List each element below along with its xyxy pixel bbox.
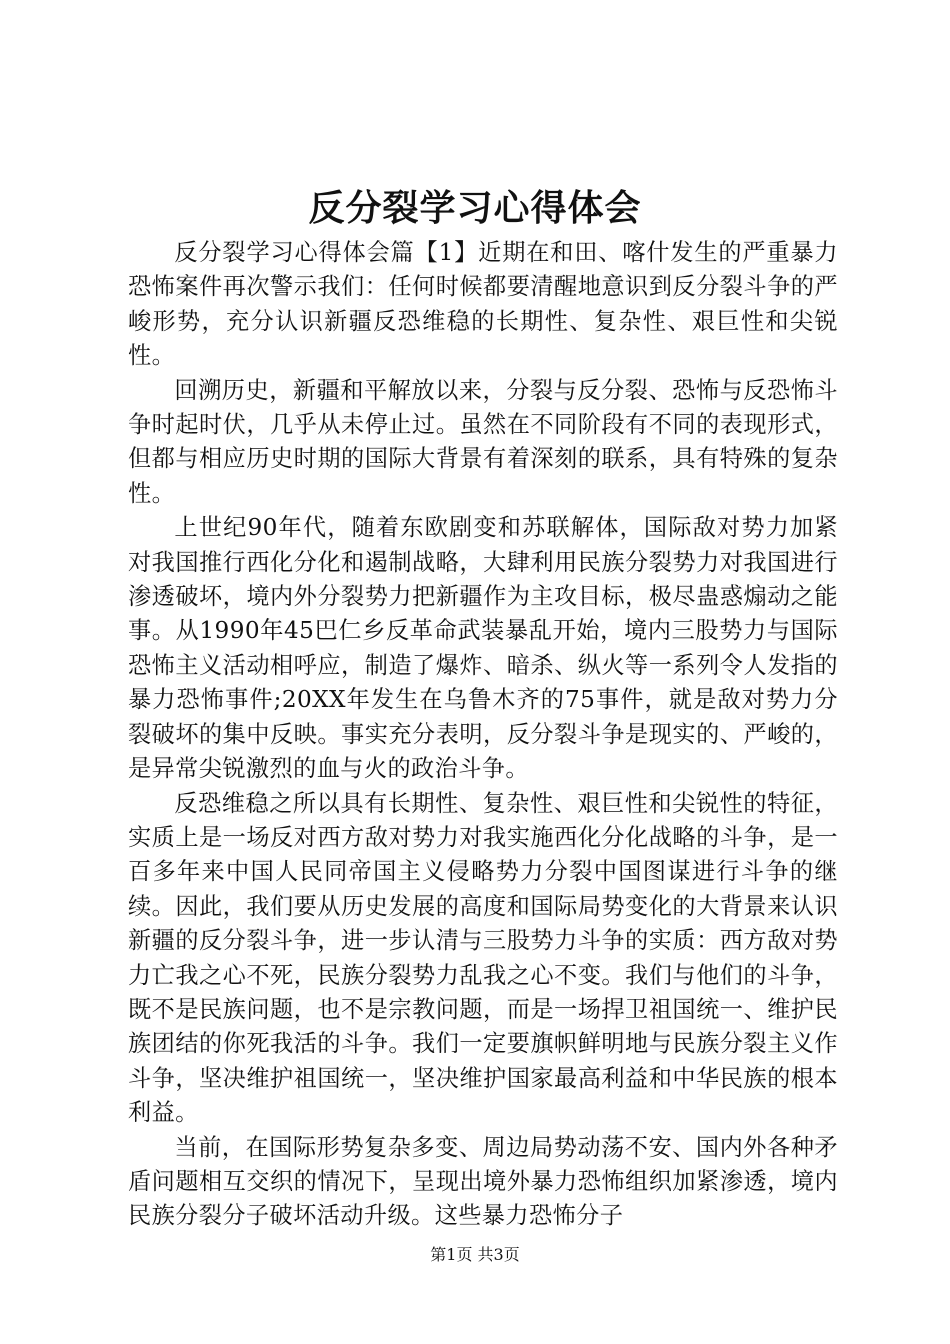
document-body (128, 236, 838, 1234)
paragraph-2: 回溯历史，新疆和平解放以来，分裂与反分裂、恐怖与反恐怖斗争时起时伏，几乎从未停止过。虽然在不同阶段有不同的表现形式，但都与相应历史时期的国际大背景有着深刻的联系，具有特殊的复杂性。 (128, 376, 838, 507)
paragraph-5: 当前，在国际形势复杂多变、周边局势动荡不安、国内外各种矛盾问题相互交织的情况下，呈现出境外暴力恐怖组织加紧渗透，境内民族分裂分子破坏活动升级。这些暴力恐怖分子 (128, 1133, 838, 1230)
page-number-footer: 第1页 共3页 (430, 1245, 520, 1264)
paragraph-3: 上世纪90年代，随着东欧剧变和苏联解体，国际敌对势力加紧对我国推行西化分化和遏制战略，大肆利用民族分裂势力对我国进行渗透破坏，境内外分裂势力把新疆作为主攻目标，极尽蛊惑煽动之能事。从1990年45巴仁乡反革命武装暴乱开始，境内三股势力与国际恐怖主义活动相呼应，制造了爆炸、暗杀、纵火等一系列令人发指的暴力恐怖事件;20XX年发生在乌鲁木齐的75事件，就是敌对势力分裂破坏的集中反映。事实充分表明，反分裂斗争是现实的、严峻的，是异常尖锐激烈的血与火的政治斗争。 (128, 514, 838, 783)
document-title: 反分裂学习心得体会 (308, 187, 642, 229)
paragraph-1: 反分裂学习心得体会篇【1】近期在和田、喀什发生的严重暴力恐怖案件再次警示我们：任何时候都要清醒地意识到反分裂斗争的严峻形势，充分认识新疆反恐维稳的长期性、复杂性、艰巨性和尖锐性。 (128, 239, 838, 370)
paragraph-4: 反恐维稳之所以具有长期性、复杂性、艰巨性和尖锐性的特征，实质上是一场反对西方敌对势力对我实施西化分化战略的斗争，是一百多年来中国人民同帝国主义侵略势力分裂中国图谋进行斗争的继续。因此，我们要从历史发展的高度和国际局势变化的大背景来认识新疆的反分裂斗争，进一步认清与三股势力斗争的实质：西方敌对势力亡我之心不死，民族分裂势力乱我之心不变。我们与他们的斗争，既不是民族问题，也不是宗教问题，而是一场捍卫祖国统一、维护民族团结的你死我活的斗争。我们一定要旗帜鲜明地与民族分裂主义作斗争，坚决维护祖国统一，坚决维护国家最高利益和中华民族的根本利益。 (128, 789, 838, 1127)
